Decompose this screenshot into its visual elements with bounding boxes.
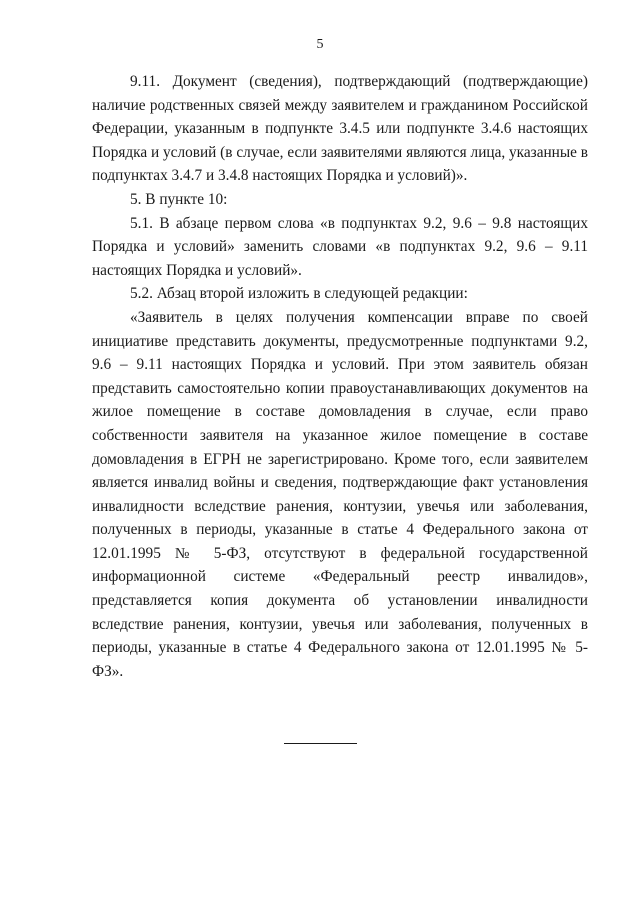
page-number: 5 <box>316 37 324 52</box>
document-body <box>92 70 588 683</box>
end-of-document-rule <box>284 743 357 744</box>
paragraph-new-wording: «Заявитель в целях получения компенсации вправе по своей инициативе представить документы, предусмотренные подпунктами 9.2, 9.6 – 9.11 настоящих Порядка и условий. При этом заявитель обязан представить самостоятельно копии правоустанавливающих документов на жилое помещение в составе домовладения в случае, если право собственности заявителя на указанное жилое помещение в составе домовладения в ЕГРН не зарегистрировано. Кроме того, если заявителем является инвалид войны и сведения, подтверждающие факт установления инвалидности вследствие ранения, контузии, увечья или заболевания, полученных в периоды, указанные в статье 4 Федерального закона от 12.01.1995 № 5-ФЗ, отсутствуют в федеральной государственной информационной системе «Федеральный реестр инвалидов», представляется копия документа об установлении инвалидности вследствие ранения, контузии, увечья или заболевания, полученных в периоды, указанные в статье 4 Федерального закона от 12.01.1995 № 5-ФЗ». <box>92 308 588 680</box>
paragraph-9-11: 9.11. Документ (сведения), подтверждающий (подтверждающие) наличие родственных связей между заявителем и гражданином Российской Федерации, указанным в подпункте 3.4.5 или подпункте 3.4.6 настоящих Порядка и условий (в случае, если заявителями являются лица, указанные в подпунктах 3.4.7 и 3.4.8 настоящих Порядка и условий)». <box>92 73 588 185</box>
paragraph-item-5: 5. В пункте 10: <box>130 190 228 208</box>
paragraph-5-1: 5.1. В абзаце первом слова «в подпунктах 9.2, 9.6 – 9.8 настоящих Порядка и условий» заменить словами «в подпунктах 9.2, 9.6 – 9.11 настоящих Порядка и условий». <box>92 214 588 279</box>
paragraph-5-2: 5.2. Абзац второй изложить в следующей редакции: <box>130 285 468 303</box>
